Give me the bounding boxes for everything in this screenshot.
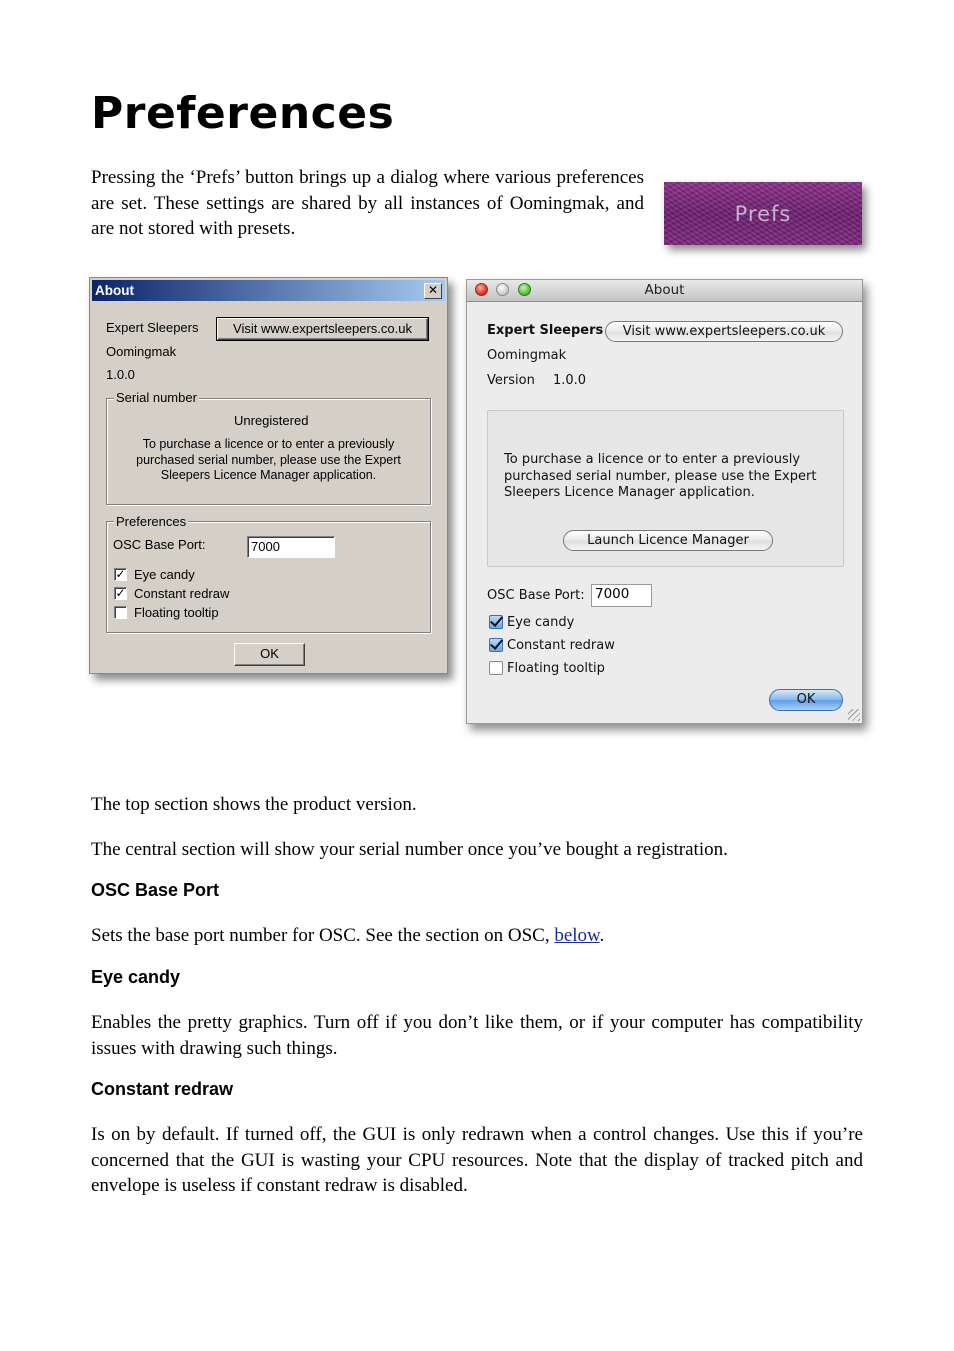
mac-osc-label: OSC Base Port: — [487, 588, 585, 603]
serial-status: Unregistered — [234, 413, 309, 428]
win-eye-candy-label: Eye candy — [134, 567, 195, 582]
mac-constant-redraw-label: Constant redraw — [507, 638, 615, 653]
close-light-icon[interactable] — [475, 283, 488, 296]
win-company: Expert Sleepers — [106, 320, 199, 335]
below-link[interactable]: below — [554, 925, 600, 946]
paragraph-central-section: The central section will show your serial number once you’ve bought a registration. — [91, 839, 728, 860]
win-constant-redraw-label: Constant redraw — [134, 586, 230, 601]
mac-licence-line: To purchase a licence or to enter a previously — [504, 452, 801, 467]
paragraph-constant-redraw: Is on by default. If turned off, the GUI is only redrawn when a control changes. Use this if you’re concerned that the GUI is wasting your CPU resources. Note that the display of tracked pitch and envelope is useless if constant redraw is disabled. — [91, 1124, 863, 1196]
serial-message-line: Sleepers Licence Manager application. — [160, 468, 377, 482]
mac-version: 1.0.0 — [553, 373, 587, 388]
prefs-button-image — [664, 182, 862, 245]
mac-version-label: Version — [487, 373, 535, 388]
mac-licence-line: Sleepers Licence Manager application. — [504, 485, 755, 500]
paragraph-eye-candy: Enables the pretty graphics. Turn off if you don’t like them, or if your computer has compatibility issues with drawing such things. — [91, 1012, 863, 1059]
serial-message-line: To purchase a licence or to enter a previously — [142, 437, 395, 451]
mac-about-dialog — [466, 279, 863, 724]
heading-eye-candy: Eye candy — [91, 967, 181, 987]
mac-floating-tooltip-checkbox[interactable] — [489, 661, 503, 675]
heading-constant-redraw: Constant redraw — [91, 1079, 234, 1099]
win-titlebar — [92, 280, 445, 301]
win-floating-tooltip-label: Floating tooltip — [134, 605, 219, 620]
win-ok-button[interactable]: OK — [234, 643, 305, 666]
win-title: About — [95, 283, 134, 298]
win-osc-label: OSC Base Port: — [113, 537, 206, 552]
win-eye-candy-checkbox[interactable]: ✓ — [115, 567, 126, 581]
paragraph-top-section: The top section shows the product version. — [91, 794, 417, 815]
mac-floating-tooltip-label: Floating tooltip — [507, 661, 605, 676]
mac-osc-port-field[interactable]: 7000 — [591, 584, 652, 607]
launch-licence-manager-button[interactable]: Launch Licence Manager — [563, 530, 773, 551]
win-floating-tooltip-checkbox[interactable] — [114, 606, 127, 619]
close-icon[interactable]: ✕ — [424, 283, 442, 299]
resize-grip-icon[interactable] — [848, 709, 860, 721]
mac-ok-button[interactable]: OK — [769, 689, 843, 711]
serial-message-line: purchased serial number, please use the Expert — [136, 452, 401, 467]
win-product: Oomingmak — [106, 344, 177, 359]
paragraph-osc — [91, 923, 871, 949]
mac-eye-candy-checkbox[interactable] — [489, 615, 503, 629]
win-visit-button[interactable]: Visit www.expertsleepers.co.uk — [217, 318, 428, 340]
win-osc-port-field[interactable]: 7000 — [247, 536, 335, 558]
mac-licence-line: purchased serial number, please use the Expert — [504, 468, 817, 484]
mac-title: About — [644, 282, 685, 298]
minimize-light-icon[interactable] — [496, 283, 509, 296]
paragraph-osc-text: Sets the base port number for OSC. See the section on OSC, — [91, 925, 555, 946]
mac-product: Oomingmak — [487, 348, 567, 363]
win-constant-redraw-checkbox[interactable]: ✓ — [115, 586, 126, 600]
mac-company: Expert Sleepers — [487, 323, 604, 338]
prefs-button-label: Prefs — [734, 201, 792, 226]
intro-paragraph: Pressing the ‘Prefs’ button brings up a dialog where various preferences are set. These settings are shared by all instances of Oomingmak, and are not stored with presets. — [91, 167, 644, 239]
paragraph-osc-end: . — [599, 925, 605, 946]
heading-osc-base-port: OSC Base Port — [91, 880, 220, 900]
windows-about-dialog — [89, 277, 448, 674]
mac-visit-button[interactable]: Visit www.expertsleepers.co.uk — [605, 321, 843, 342]
serial-group-label: Serial number — [116, 390, 197, 405]
mac-constant-redraw-checkbox[interactable] — [489, 638, 503, 652]
mac-licence-message — [504, 452, 816, 502]
zoom-light-icon[interactable] — [518, 283, 531, 296]
page-title: Preferences — [91, 88, 395, 139]
win-version: 1.0.0 — [106, 367, 135, 382]
preferences-group-label: Preferences — [116, 514, 187, 529]
serial-message — [107, 437, 430, 484]
mac-eye-candy-label: Eye candy — [507, 615, 575, 630]
mac-titlebar — [467, 280, 862, 302]
